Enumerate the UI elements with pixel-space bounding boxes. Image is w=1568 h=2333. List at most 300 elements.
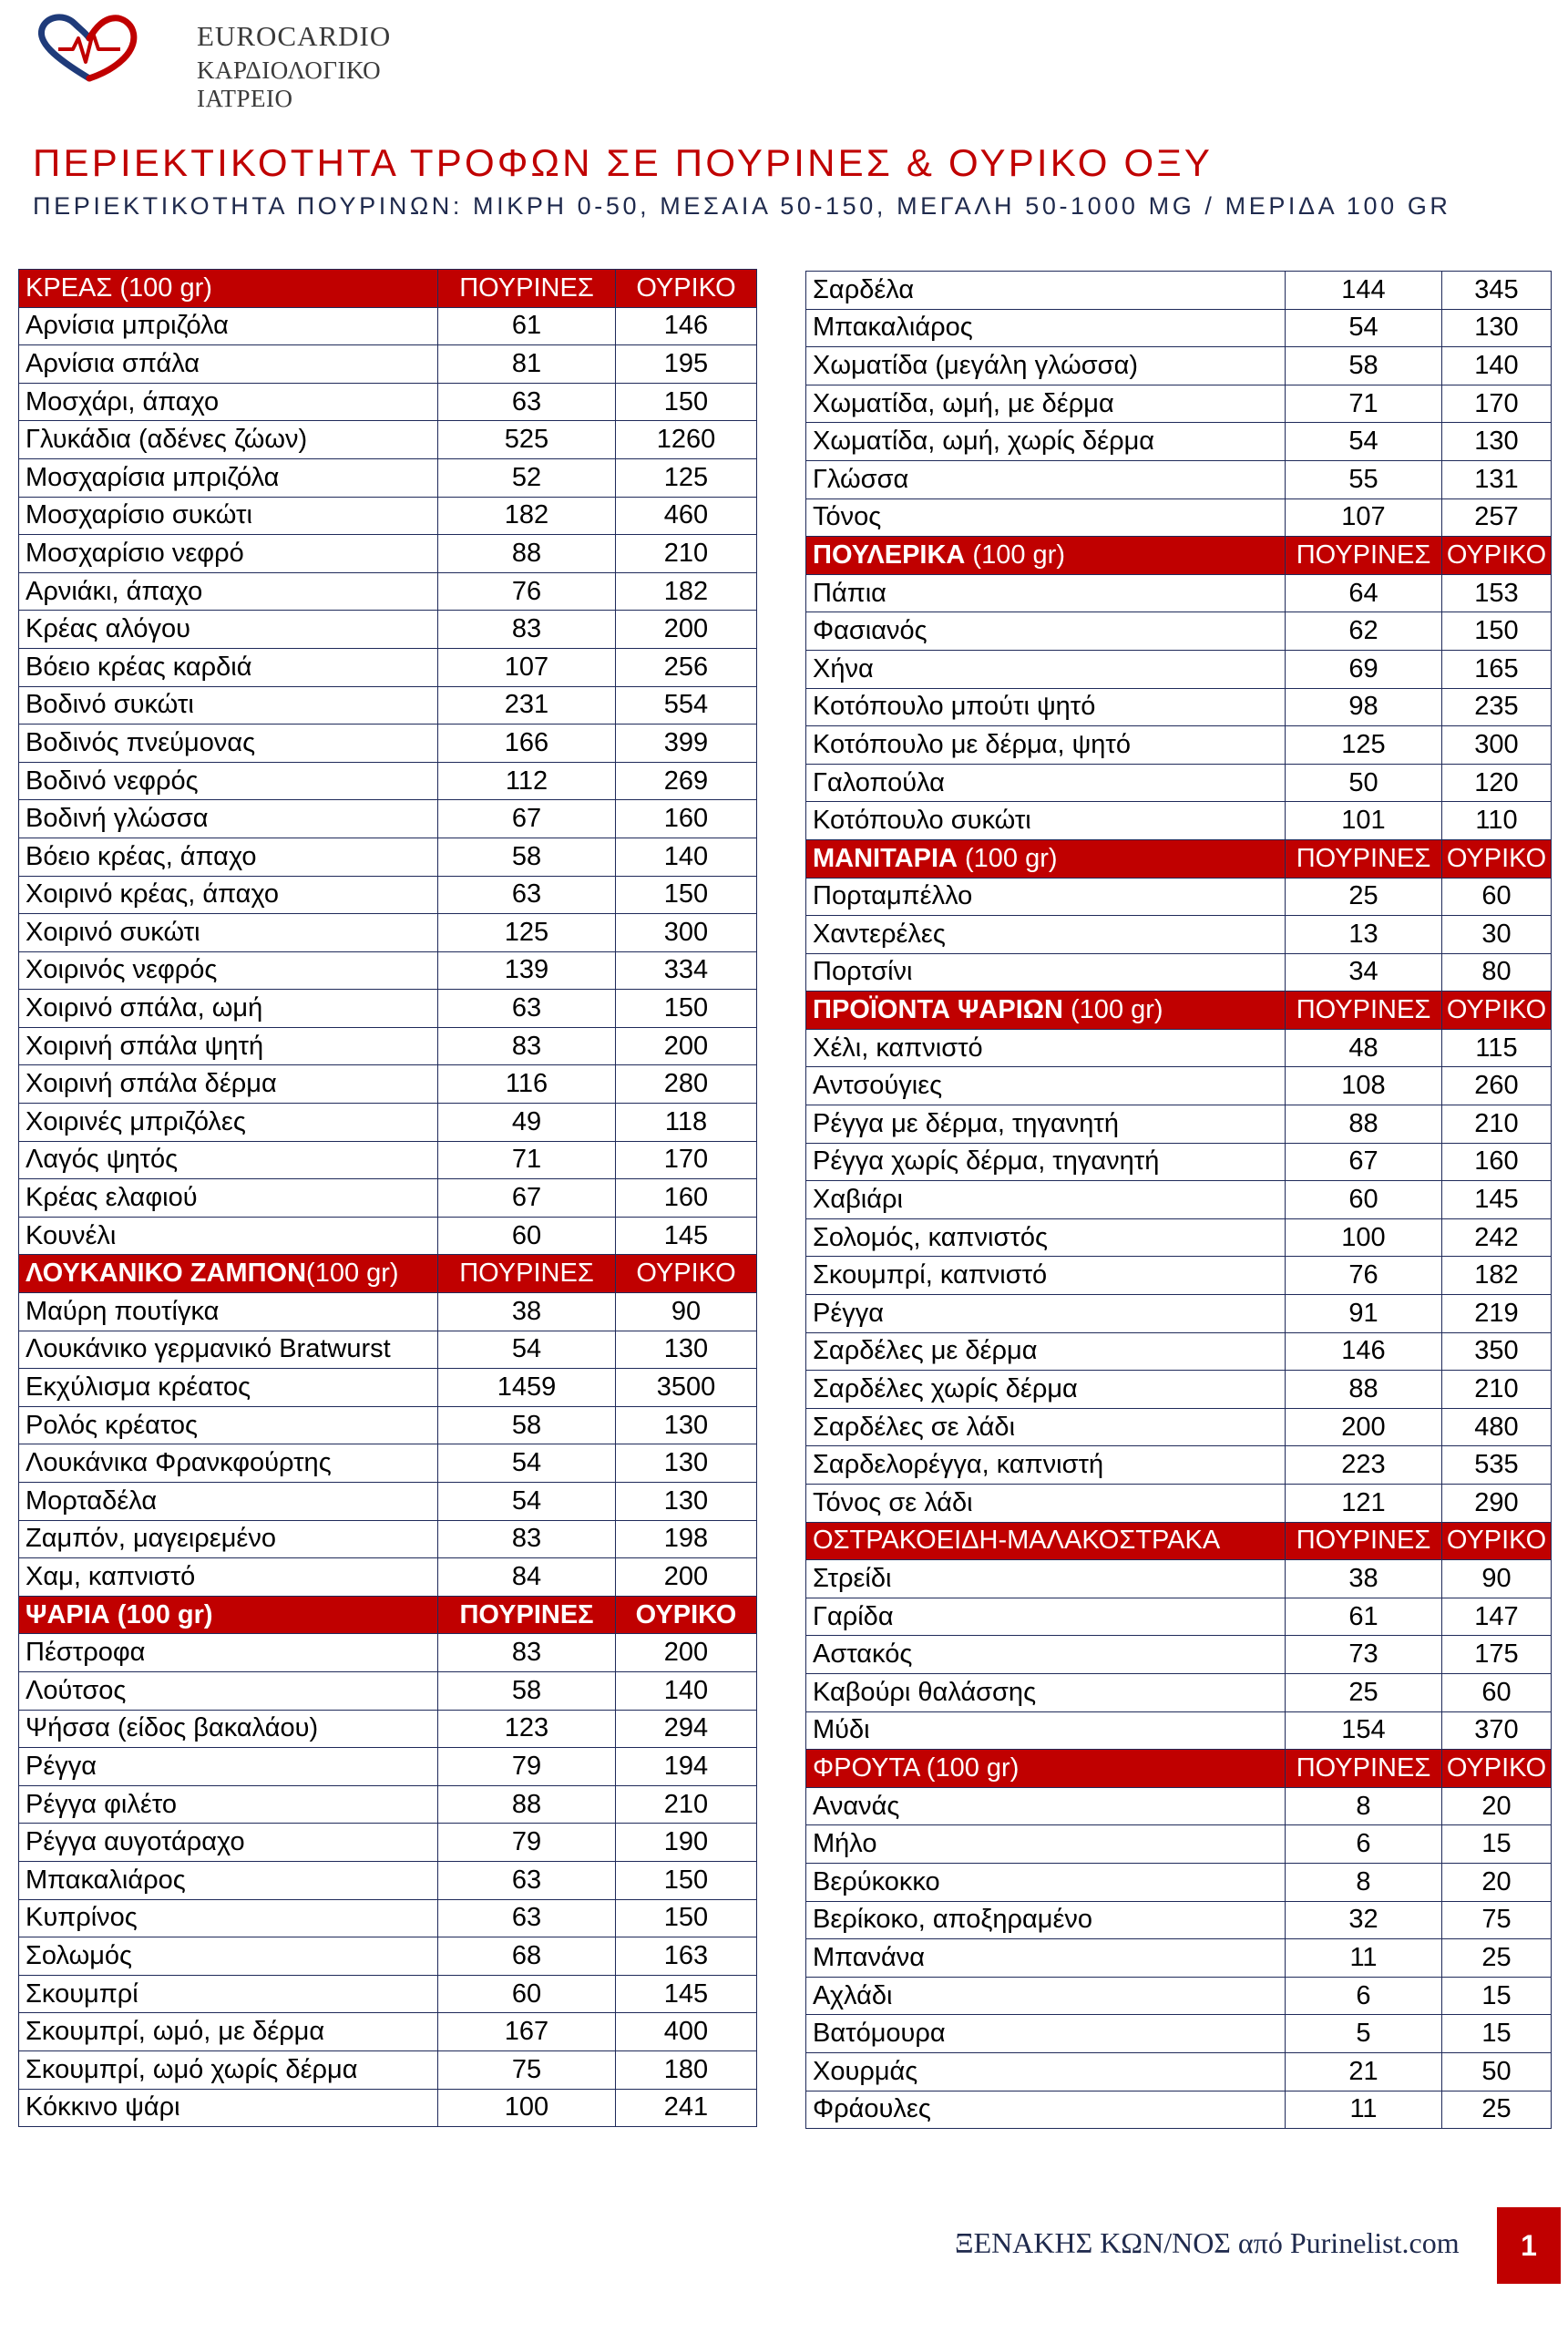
uric-acid-value: 235 bbox=[1442, 688, 1552, 726]
purines-value: 38 bbox=[1286, 1560, 1442, 1598]
food-name: Ρέγγα χωρίς δέρμα, τηγανητή bbox=[806, 1143, 1286, 1181]
uric-acid-value: 345 bbox=[1442, 272, 1552, 310]
uric-acid-column-header: ΟΥΡΙΚΟ bbox=[1442, 1750, 1552, 1788]
table-row bbox=[806, 688, 1552, 726]
food-name: Πορταμπέλλο bbox=[806, 878, 1286, 916]
uric-acid-value: 334 bbox=[616, 951, 757, 990]
uric-acid-value: 130 bbox=[616, 1406, 757, 1444]
uric-acid-value: 15 bbox=[1442, 1825, 1552, 1864]
table-row bbox=[19, 1748, 757, 1786]
food-name: Κόκκινο ψάρι bbox=[19, 2089, 438, 2127]
purines-value: 107 bbox=[438, 648, 616, 686]
purines-value: 54 bbox=[1286, 423, 1442, 461]
purines-value: 34 bbox=[1286, 953, 1442, 992]
food-name: Μοσχαρίσιο συκώτι bbox=[19, 497, 438, 535]
table-row bbox=[806, 1143, 1552, 1181]
food-name: Ρολός κρέατος bbox=[19, 1406, 438, 1444]
food-name: Λούτσος bbox=[19, 1671, 438, 1710]
purines-value: 60 bbox=[1286, 1181, 1442, 1219]
uric-acid-value: 190 bbox=[616, 1824, 757, 1862]
table-row bbox=[19, 800, 757, 838]
uric-acid-value: 165 bbox=[1442, 650, 1552, 688]
food-name: Μήλο bbox=[806, 1825, 1286, 1864]
uric-acid-value: 75 bbox=[1442, 1901, 1552, 1939]
purines-value: 67 bbox=[1286, 1143, 1442, 1181]
table-row bbox=[806, 1673, 1552, 1711]
purines-value: 54 bbox=[438, 1483, 616, 1521]
food-name: Κρέας αλόγου bbox=[19, 611, 438, 649]
table-row bbox=[806, 650, 1552, 688]
uric-acid-column-header: ΟΥΡΙΚΟ bbox=[616, 1255, 757, 1293]
uric-acid-value: 256 bbox=[616, 648, 757, 686]
food-name: Ζαμπόν, μαγειρεμένο bbox=[19, 1520, 438, 1558]
uric-acid-value: 146 bbox=[616, 307, 757, 345]
uric-acid-value: 182 bbox=[616, 572, 757, 611]
uric-acid-value: 130 bbox=[1442, 423, 1552, 461]
purines-column-header: ΠΟΥΡΙΝΕΣ bbox=[438, 270, 616, 308]
food-name: Φασιανός bbox=[806, 612, 1286, 651]
purines-value: 144 bbox=[1286, 272, 1442, 310]
food-name: Χαβιάρι bbox=[806, 1181, 1286, 1219]
uric-acid-value: 210 bbox=[1442, 1105, 1552, 1144]
uric-acid-value: 60 bbox=[1442, 878, 1552, 916]
uric-acid-column-header: ΟΥΡΙΚΟ bbox=[1442, 839, 1552, 878]
purines-value: 67 bbox=[438, 800, 616, 838]
table-row bbox=[19, 990, 757, 1028]
food-name: Ανανάς bbox=[806, 1787, 1286, 1825]
uric-acid-value: 150 bbox=[616, 1899, 757, 1937]
food-name: Μορταδέλα bbox=[19, 1483, 438, 1521]
uric-acid-value: 180 bbox=[616, 2050, 757, 2089]
purines-value: 83 bbox=[438, 1520, 616, 1558]
table-row bbox=[806, 612, 1552, 651]
purines-value: 68 bbox=[438, 1937, 616, 1976]
food-name: Βερύκοκκο bbox=[806, 1863, 1286, 1901]
purines-value: 100 bbox=[1286, 1218, 1442, 1257]
food-name: Σκουμπρί, καπνιστό bbox=[806, 1257, 1286, 1295]
food-name: Ρέγγα bbox=[19, 1748, 438, 1786]
food-name: Σκουμπρί, ωμό χωρίς δέρμα bbox=[19, 2050, 438, 2089]
uric-acid-value: 160 bbox=[1442, 1143, 1552, 1181]
food-name: Χουρμάς bbox=[806, 2052, 1286, 2091]
table-row bbox=[806, 1105, 1552, 1144]
purines-value: 63 bbox=[438, 990, 616, 1028]
uric-acid-value: 370 bbox=[1442, 1711, 1552, 1750]
uric-acid-value: 300 bbox=[1442, 726, 1552, 765]
purines-value: 231 bbox=[438, 686, 616, 725]
purines-value: 13 bbox=[1286, 916, 1442, 954]
table-row bbox=[806, 1029, 1552, 1067]
table-row bbox=[19, 1331, 757, 1369]
table-row bbox=[19, 572, 757, 611]
table-row bbox=[19, 1179, 757, 1218]
uric-acid-value: 25 bbox=[1442, 1939, 1552, 1978]
purines-value: 525 bbox=[438, 421, 616, 459]
purines-value: 108 bbox=[1286, 1067, 1442, 1105]
food-name: Στρείδι bbox=[806, 1560, 1286, 1598]
food-name: Αρνίσια σπάλα bbox=[19, 345, 438, 384]
table-row bbox=[19, 1217, 757, 1255]
table-row bbox=[806, 764, 1552, 802]
purines-column-header: ΠΟΥΡΙΝΕΣ bbox=[1286, 839, 1442, 878]
table-row bbox=[806, 272, 1552, 310]
heart-ecg-icon bbox=[35, 11, 144, 84]
uric-acid-value: 15 bbox=[1442, 2015, 1552, 2053]
food-name: Χήνα bbox=[806, 650, 1286, 688]
uric-acid-value: 125 bbox=[616, 458, 757, 497]
food-name: Χοιρινός νεφρός bbox=[19, 951, 438, 990]
uric-acid-value: 3500 bbox=[616, 1369, 757, 1407]
food-name: Σκουμπρί, ωμό, με δέρμα bbox=[19, 2013, 438, 2051]
uric-acid-value: 60 bbox=[1442, 1673, 1552, 1711]
food-name: Λαγός ψητός bbox=[19, 1141, 438, 1179]
table-row bbox=[806, 1067, 1552, 1105]
food-name: Χοιρινό κρέας, άπαχο bbox=[19, 876, 438, 914]
food-name: Τόνος bbox=[806, 498, 1286, 537]
food-name: Πέστροφα bbox=[19, 1634, 438, 1672]
table-row bbox=[806, 1560, 1552, 1598]
food-name: Χοιρινό συκώτι bbox=[19, 914, 438, 952]
uric-acid-value: 460 bbox=[616, 497, 757, 535]
food-name: Μπακαλιάρος bbox=[806, 309, 1286, 347]
purines-value: 112 bbox=[438, 762, 616, 800]
purines-value: 8 bbox=[1286, 1863, 1442, 1901]
purines-value: 100 bbox=[438, 2089, 616, 2127]
uric-acid-value: 170 bbox=[616, 1141, 757, 1179]
purines-value: 60 bbox=[438, 1217, 616, 1255]
purine-table-left bbox=[18, 269, 757, 2127]
purines-value: 182 bbox=[438, 497, 616, 535]
food-name: Κουνέλι bbox=[19, 1217, 438, 1255]
footer-credit: ΞΕΝΑΚΗΣ ΚΩΝ/ΝΟΣ από Purinelist.com bbox=[955, 2226, 1460, 2259]
section-header-row bbox=[19, 1596, 757, 1634]
table-row bbox=[19, 1520, 757, 1558]
table-row bbox=[806, 1939, 1552, 1978]
section-title-bold: ΜΑΝΙΤΑΡΙΑ bbox=[813, 843, 958, 873]
table-row bbox=[19, 458, 757, 497]
table-row bbox=[19, 345, 757, 384]
food-name: Κοτόπουλο μπούτι ψητό bbox=[806, 688, 1286, 726]
uric-acid-value: 1260 bbox=[616, 421, 757, 459]
table-row bbox=[19, 876, 757, 914]
uric-acid-column-header: ΟΥΡΙΚΟ bbox=[1442, 537, 1552, 575]
purines-column-header: ΠΟΥΡΙΝΕΣ bbox=[1286, 992, 1442, 1030]
uric-acid-value: 20 bbox=[1442, 1787, 1552, 1825]
uric-acid-value: 294 bbox=[616, 1710, 757, 1748]
table-row bbox=[19, 1483, 757, 1521]
uric-acid-value: 20 bbox=[1442, 1863, 1552, 1901]
food-name: Εκχύλισμα κρέατος bbox=[19, 1369, 438, 1407]
uric-acid-value: 150 bbox=[616, 990, 757, 1028]
uric-acid-value: 194 bbox=[616, 1748, 757, 1786]
table-row bbox=[19, 1785, 757, 1824]
food-name: Σκουμπρί bbox=[19, 1975, 438, 2013]
purines-value: 69 bbox=[1286, 650, 1442, 688]
table-row bbox=[19, 1671, 757, 1710]
section-title-unit: (100 gr) bbox=[1062, 995, 1163, 1025]
purines-value: 6 bbox=[1286, 1977, 1442, 2015]
uric-acid-value: 535 bbox=[1442, 1446, 1552, 1485]
food-name: Χοιρινές μπριζόλες bbox=[19, 1104, 438, 1142]
section-title: ΦΡΟΥΤΑ (100 gr) bbox=[806, 1750, 1286, 1788]
table-row bbox=[19, 1027, 757, 1065]
uric-acid-value: 140 bbox=[616, 838, 757, 876]
purines-value: 75 bbox=[438, 2050, 616, 2089]
uric-acid-value: 554 bbox=[616, 686, 757, 725]
purines-value: 83 bbox=[438, 1027, 616, 1065]
purines-value: 139 bbox=[438, 951, 616, 990]
table-row bbox=[806, 1218, 1552, 1257]
section-header-row bbox=[19, 1255, 757, 1293]
uric-acid-value: 80 bbox=[1442, 953, 1552, 992]
uric-acid-value: 50 bbox=[1442, 2052, 1552, 2091]
purines-value: 49 bbox=[438, 1104, 616, 1142]
purines-value: 83 bbox=[438, 611, 616, 649]
food-name: Μπανάνα bbox=[806, 1939, 1286, 1978]
uric-acid-value: 290 bbox=[1442, 1485, 1552, 1523]
uric-acid-value: 200 bbox=[616, 1558, 757, 1597]
uric-acid-value: 400 bbox=[616, 2013, 757, 2051]
table-row bbox=[19, 686, 757, 725]
section-title: ΨΑΡΙΑ (100 gr) bbox=[19, 1596, 438, 1634]
table-row bbox=[806, 2091, 1552, 2129]
food-name: Μαύρη πουτίγκα bbox=[19, 1293, 438, 1331]
food-name: Σαρδέλες με δέρμα bbox=[806, 1332, 1286, 1371]
table-row bbox=[806, 423, 1552, 461]
purines-value: 101 bbox=[1286, 802, 1442, 840]
uric-acid-value: 399 bbox=[616, 725, 757, 763]
purines-value: 107 bbox=[1286, 498, 1442, 537]
table-row bbox=[806, 309, 1552, 347]
food-name: Γαλοπούλα bbox=[806, 764, 1286, 802]
purines-value: 25 bbox=[1286, 878, 1442, 916]
table-row bbox=[806, 1901, 1552, 1939]
purines-value: 58 bbox=[438, 1406, 616, 1444]
food-name: Σολομός, καπνιστός bbox=[806, 1218, 1286, 1257]
section-title-unit: (100 gr) bbox=[957, 843, 1058, 873]
table-row bbox=[806, 1408, 1552, 1446]
uric-acid-value: 130 bbox=[616, 1483, 757, 1521]
table-row bbox=[806, 878, 1552, 916]
purines-value: 88 bbox=[1286, 1105, 1442, 1144]
purines-value: 71 bbox=[1286, 385, 1442, 423]
food-name: Μύδι bbox=[806, 1711, 1286, 1750]
uric-acid-value: 30 bbox=[1442, 916, 1552, 954]
uric-acid-value: 150 bbox=[1442, 612, 1552, 651]
food-name: Βατόμουρα bbox=[806, 2015, 1286, 2053]
uric-acid-value: 269 bbox=[616, 762, 757, 800]
uric-acid-value: 115 bbox=[1442, 1029, 1552, 1067]
uric-acid-value: 200 bbox=[616, 1027, 757, 1065]
table-row bbox=[19, 1937, 757, 1976]
section-title: ΚΡΕΑΣ (100 gr) bbox=[19, 270, 438, 308]
uric-acid-value: 480 bbox=[1442, 1408, 1552, 1446]
purines-value: 8 bbox=[1286, 1787, 1442, 1825]
food-name: Γλυκάδια (αδένες ζώων) bbox=[19, 421, 438, 459]
food-name: Ρέγγα αυγοτάραχο bbox=[19, 1824, 438, 1862]
food-name: Βόειο κρέας καρδιά bbox=[19, 648, 438, 686]
table-row bbox=[19, 2050, 757, 2089]
purines-value: 88 bbox=[1286, 1371, 1442, 1409]
table-row bbox=[806, 1257, 1552, 1295]
uric-acid-value: 25 bbox=[1442, 2091, 1552, 2129]
table-row bbox=[806, 498, 1552, 537]
purines-value: 73 bbox=[1286, 1636, 1442, 1674]
purines-value: 76 bbox=[438, 572, 616, 611]
purines-value: 121 bbox=[1286, 1485, 1442, 1523]
purines-value: 63 bbox=[438, 876, 616, 914]
table-row bbox=[806, 1295, 1552, 1333]
table-row bbox=[19, 1710, 757, 1748]
section-header-row bbox=[806, 1522, 1552, 1560]
purines-value: 98 bbox=[1286, 688, 1442, 726]
purines-value: 125 bbox=[438, 914, 616, 952]
table-row bbox=[19, 1406, 757, 1444]
uric-acid-value: 198 bbox=[616, 1520, 757, 1558]
purines-value: 21 bbox=[1286, 2052, 1442, 2091]
purines-value: 1459 bbox=[438, 1369, 616, 1407]
food-name: Κοτόπουλο συκώτι bbox=[806, 802, 1286, 840]
uric-acid-value: 110 bbox=[1442, 802, 1552, 840]
table-row bbox=[806, 1711, 1552, 1750]
uric-acid-value: 130 bbox=[616, 1331, 757, 1369]
table-row bbox=[19, 1861, 757, 1899]
section-header-row bbox=[806, 537, 1552, 575]
table-row bbox=[19, 1293, 757, 1331]
food-name: Μοσχαρίσια μπριζόλα bbox=[19, 458, 438, 497]
food-name: Χωματίδα (μεγάλη γλώσσα) bbox=[806, 347, 1286, 385]
food-name: Χοιρινό σπάλα, ωμή bbox=[19, 990, 438, 1028]
purines-value: 63 bbox=[438, 1899, 616, 1937]
food-name: Καβούρι θαλάσσης bbox=[806, 1673, 1286, 1711]
table-row bbox=[806, 916, 1552, 954]
purines-value: 123 bbox=[438, 1710, 616, 1748]
uric-acid-value: 182 bbox=[1442, 1257, 1552, 1295]
table-row bbox=[806, 726, 1552, 765]
table-row bbox=[19, 611, 757, 649]
table-row bbox=[19, 838, 757, 876]
uric-acid-value: 145 bbox=[1442, 1181, 1552, 1219]
page-subtitle: ΠΕΡΙΕΚΤΙΚΟΤΗΤΑ ΠΟΥΡΙΝΩΝ: ΜΙΚΡΗ 0-50, ΜΕΣΑΙΑ 50-150, ΜΕΓΑΛΗ 50-1000 MG / ΜΕΡΙΔΑ 100 GR bbox=[33, 192, 1451, 220]
food-name: Βόειο κρέας, άπαχο bbox=[19, 838, 438, 876]
purine-table-right bbox=[805, 271, 1552, 2129]
table-row bbox=[19, 1065, 757, 1104]
section-title-bold: ΠΡΟΪΟΝΤΑ ΨΑΡΙΩΝ bbox=[813, 995, 1063, 1025]
section-title-unit: (100 gr) bbox=[306, 1259, 399, 1289]
purines-value: 84 bbox=[438, 1558, 616, 1597]
table-row bbox=[19, 2013, 757, 2051]
purines-value: 63 bbox=[438, 383, 616, 421]
page-number-badge: 1 bbox=[1497, 2207, 1561, 2284]
uric-acid-column-header: ΟΥΡΙΚΟ bbox=[616, 1596, 757, 1634]
food-name: Χωματίδα, ωμή, χωρίς δέρμα bbox=[806, 423, 1286, 461]
purines-value: 91 bbox=[1286, 1295, 1442, 1333]
table-row bbox=[19, 307, 757, 345]
table-row bbox=[19, 725, 757, 763]
table-row bbox=[19, 648, 757, 686]
table-row bbox=[806, 347, 1552, 385]
purines-value: 146 bbox=[1286, 1332, 1442, 1371]
uric-acid-value: 219 bbox=[1442, 1295, 1552, 1333]
purines-value: 6 bbox=[1286, 1825, 1442, 1864]
uric-acid-value: 120 bbox=[1442, 764, 1552, 802]
purines-value: 55 bbox=[1286, 460, 1442, 498]
purines-value: 60 bbox=[438, 1975, 616, 2013]
food-name: Πορτσίνι bbox=[806, 953, 1286, 992]
food-name: Ψήσσα (είδος βακαλάου) bbox=[19, 1710, 438, 1748]
uric-acid-value: 150 bbox=[616, 1861, 757, 1899]
purines-value: 11 bbox=[1286, 2091, 1442, 2129]
purines-value: 76 bbox=[1286, 1257, 1442, 1295]
purines-column-header: ΠΟΥΡΙΝΕΣ bbox=[1286, 537, 1442, 575]
section-title-bold: ΠΟΥΛΕΡΙΚΑ bbox=[813, 540, 966, 570]
uric-acid-value: 163 bbox=[616, 1937, 757, 1976]
uric-acid-value: 140 bbox=[1442, 347, 1552, 385]
section-title bbox=[806, 839, 1286, 878]
purines-value: 223 bbox=[1286, 1446, 1442, 1485]
section-header-row bbox=[806, 992, 1552, 1030]
table-row bbox=[806, 1863, 1552, 1901]
uric-acid-column-header: ΟΥΡΙΚΟ bbox=[616, 270, 757, 308]
purines-value: 200 bbox=[1286, 1408, 1442, 1446]
uric-acid-value: 145 bbox=[616, 1975, 757, 2013]
food-name: Αρνίσια μπριζόλα bbox=[19, 307, 438, 345]
purines-value: 88 bbox=[438, 535, 616, 573]
purines-value: 61 bbox=[438, 307, 616, 345]
purines-value: 38 bbox=[438, 1293, 616, 1331]
uric-acid-value: 350 bbox=[1442, 1332, 1552, 1371]
section-title-unit: (100 gr) bbox=[965, 540, 1065, 570]
food-name: Μπακαλιάρος bbox=[19, 1861, 438, 1899]
purines-value: 79 bbox=[438, 1824, 616, 1862]
table-row bbox=[19, 1558, 757, 1597]
brand-name: EUROCARDIO bbox=[197, 20, 392, 52]
uric-acid-value: 90 bbox=[616, 1293, 757, 1331]
food-name: Χωματίδα, ωμή, με δέρμα bbox=[806, 385, 1286, 423]
purines-value: 81 bbox=[438, 345, 616, 384]
purines-value: 25 bbox=[1286, 1673, 1442, 1711]
food-name: Γαρίδα bbox=[806, 1598, 1286, 1636]
table-row bbox=[806, 2052, 1552, 2091]
table-row bbox=[806, 385, 1552, 423]
uric-acid-value: 118 bbox=[616, 1104, 757, 1142]
food-name: Ρέγγα φιλέτο bbox=[19, 1785, 438, 1824]
section-title bbox=[19, 1255, 438, 1293]
table-row bbox=[19, 2089, 757, 2127]
table-row bbox=[806, 953, 1552, 992]
food-name: Χοιρινή σπάλα δέρμα bbox=[19, 1065, 438, 1104]
section-header-row bbox=[19, 270, 757, 308]
food-name: Χαμ, καπνιστό bbox=[19, 1558, 438, 1597]
food-name: Αρνιάκι, άπαχο bbox=[19, 572, 438, 611]
purines-value: 50 bbox=[1286, 764, 1442, 802]
table-row bbox=[806, 1446, 1552, 1485]
table-row bbox=[19, 383, 757, 421]
purines-value: 54 bbox=[438, 1331, 616, 1369]
food-name: Σαρδέλες σε λάδι bbox=[806, 1408, 1286, 1446]
uric-acid-value: 260 bbox=[1442, 1067, 1552, 1105]
purines-column-header: ΠΟΥΡΙΝΕΣ bbox=[1286, 1750, 1442, 1788]
purines-value: 62 bbox=[1286, 612, 1442, 651]
table-row bbox=[806, 1485, 1552, 1523]
purines-column-header: ΠΟΥΡΙΝΕΣ bbox=[438, 1596, 616, 1634]
section-title-bold: ΛΟΥΚΑΝΙΚΟ ΖΑΜΠΟΝ bbox=[26, 1259, 307, 1289]
page-title: ΠΕΡΙΕΚΤΙΚΟΤΗΤΑ ΤΡΟΦΩΝ ΣΕ ΠΟΥΡΙΝΕΣ & ΟΥΡΙΚΟ ΟΞΥ bbox=[33, 141, 1214, 184]
table-row bbox=[19, 1444, 757, 1483]
uric-acid-value: 241 bbox=[616, 2089, 757, 2127]
food-name: Βοδινό νεφρός bbox=[19, 762, 438, 800]
food-name: Ρέγγα με δέρμα, τηγανητή bbox=[806, 1105, 1286, 1144]
